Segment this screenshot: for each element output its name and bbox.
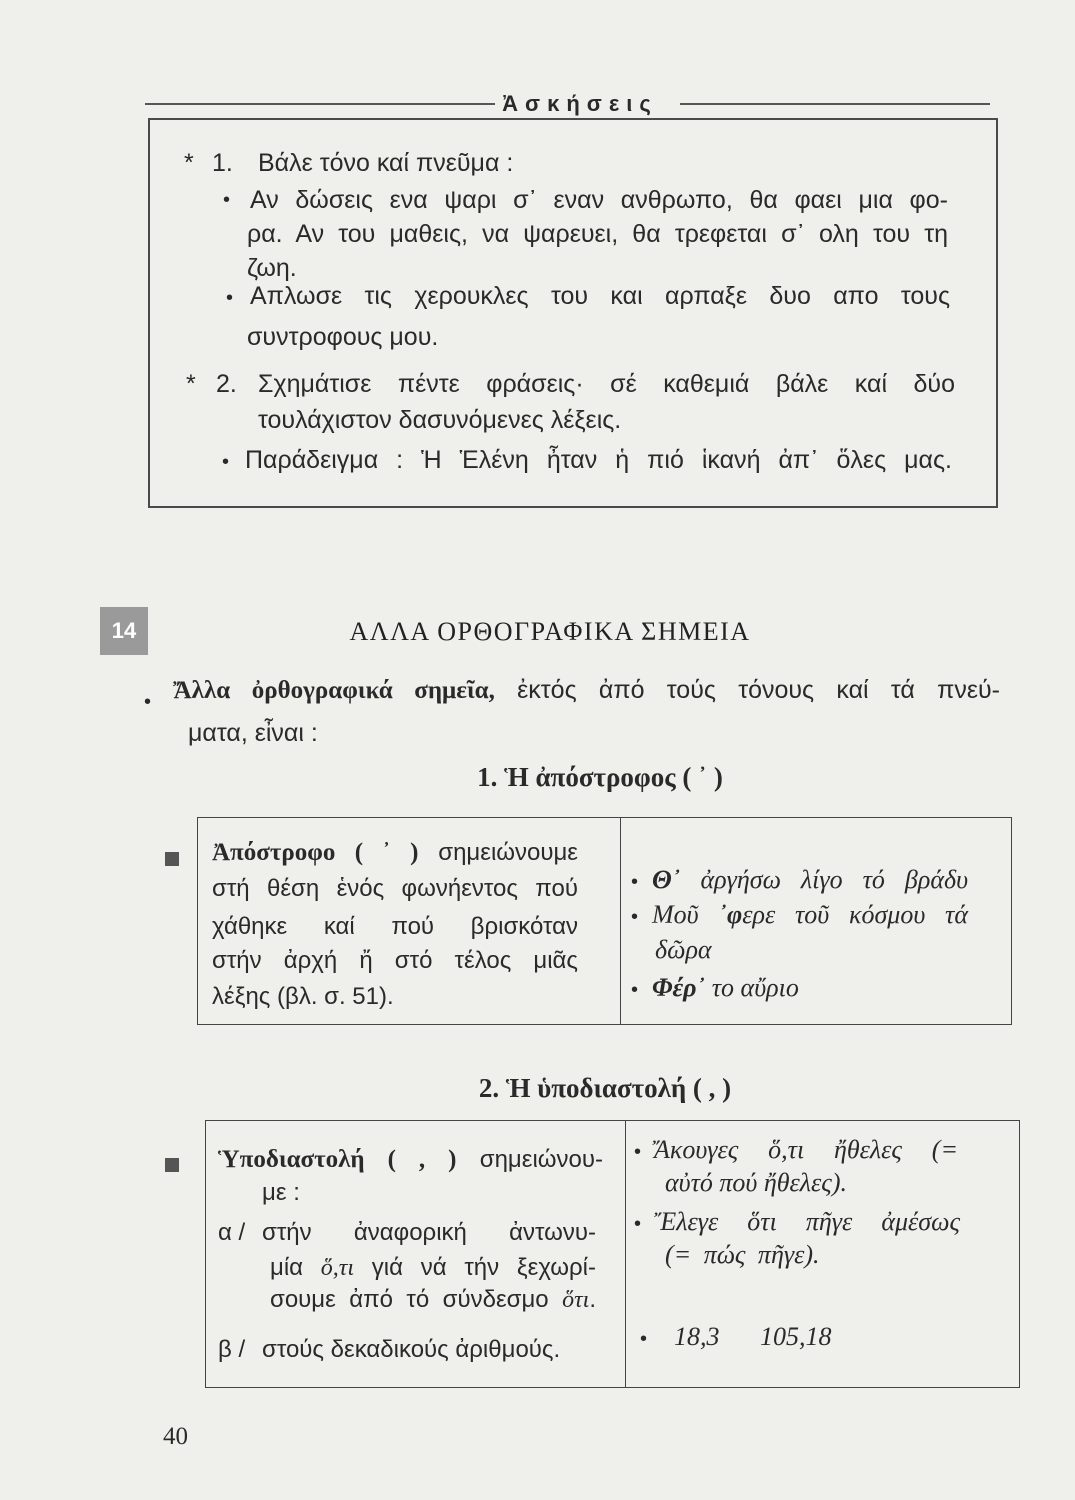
comma-case-b-label: β / — [218, 1336, 246, 1363]
exercise-1-sentence-1-line-2: ρα. Αν του μαθεις, να ψαρευει, θα τρεφεται σ᾽ ολη του τη — [247, 220, 948, 248]
comma-rule-line-2: με : — [262, 1179, 300, 1206]
exercise-2-number: 2. — [216, 370, 237, 398]
comma-case-a-label: α / — [218, 1219, 246, 1246]
apostrophe-rule-first-rest: σημειώνουμε — [438, 839, 579, 866]
comma-rule-line-1 — [218, 1142, 603, 1178]
section-intro-bold: Ἄλλα ὀρθογραφικά σημεῖα, — [173, 677, 495, 704]
apostrophe-example-3-bold: Φέρ᾽ — [652, 973, 706, 1002]
exercise-1-sentence-2-line-1: Απλωσε τις χερουκλες του και αρπαξε δυο απο τους — [250, 282, 950, 310]
comma-example-1-line-2: αὐτό πού ἤθελες). — [665, 1168, 847, 1197]
exercise-1-sentence-2-line-2: συντροφους μου. — [247, 323, 439, 351]
comma-case-a-line-2-rest: γιά νά τήν ξεχωρί- — [371, 1254, 596, 1281]
section-intro-line-1 — [173, 672, 1000, 709]
comma-case-a-line-1: στήν ἀναφορική ἀντωνυ- — [262, 1219, 596, 1246]
exercise-1-number: 1. — [212, 149, 233, 177]
exercises-heading: Ἀσκήσεις — [502, 91, 658, 116]
comma-example-3-bullet: • — [640, 1328, 648, 1350]
comma-marker-square — [165, 1158, 179, 1172]
section-intro-bullet: • — [144, 691, 152, 713]
comma-heading: 2. Ἡ ὑποδιαστολή ( , ) — [478, 1073, 732, 1103]
exercise-2-instruction-line-1: Σχημάτισε πέντε φράσεις· σέ καθεμιά βάλε καί δύο — [258, 370, 955, 398]
exercise-2-marker: * — [186, 370, 196, 398]
exercise-1-sentence-1-line-3: ζωη. — [247, 254, 297, 282]
apostrophe-rule-line-5: λέξης (βλ. σ. 51). — [212, 983, 394, 1010]
exercises-heading-rule-left — [145, 103, 495, 105]
apostrophe-rule-line-3: χάθηκε καί πού βρισκόταν — [212, 913, 578, 940]
apostrophe-example-2-bold: ᾽φ — [718, 900, 743, 929]
apostrophe-rule-line-4: στήν ἀρχή ἤ στό τέλος μιᾶς — [212, 947, 578, 974]
comma-case-a-line-3-italic: ὅτι — [562, 1287, 590, 1313]
exercise-1-marker: * — [184, 149, 194, 177]
section-number-badge: 14 — [100, 607, 148, 655]
apostrophe-table-divider — [620, 817, 621, 1025]
exercise-2-example-text: Ἡ Ἑλένη ἦταν ἡ πιό ἱκανή ἀπ᾽ ὅλες μας. — [421, 446, 952, 474]
exercise-1-bullet-2: • — [226, 287, 234, 309]
apostrophe-heading: 1. Ἡ ἀπόστροφος ( ᾽ ) — [477, 762, 723, 792]
comma-example-3-number-2: 105,18 — [760, 1322, 832, 1351]
section-intro-rest: ἐκτός ἀπό τούς τόνους καί τά πνεύ- — [517, 676, 1000, 704]
apostrophe-example-2 — [652, 897, 968, 933]
apostrophe-example-1 — [652, 862, 968, 898]
apostrophe-example-2-line-2: δῶρα — [655, 935, 712, 964]
exercise-2-example — [245, 442, 952, 478]
apostrophe-rule-line-2: στή θέση ἑνός φωνήεντος πού — [212, 875, 578, 902]
comma-example-1-bullet: • — [634, 1141, 642, 1163]
apostrophe-example-1-bullet: • — [631, 871, 639, 893]
exercise-2-instruction-line-2: τουλάχιστον δασυνόμενες λέξεις. — [258, 406, 622, 434]
apostrophe-example-2-pre: Μοῦ — [652, 900, 699, 929]
apostrophe-example-1-bold: Θ᾽ — [652, 865, 681, 894]
comma-example-2-line-1: Ἔλεγε ὅτι πῆγε ἀμέσως — [654, 1207, 960, 1236]
comma-case-a-line-2-italic: ὅ,τι — [320, 1255, 355, 1281]
comma-example-1-line-1: Ἄκουγες ὅ,τι ἤθελες (= — [654, 1135, 958, 1164]
exercise-1-instruction: Βάλε τόνο καί πνεῦμα : — [258, 149, 514, 177]
comma-example-2-line-2: (= πώς πῆγε). — [665, 1240, 820, 1269]
apostrophe-example-1-rest: ἀργήσω λίγο τό βράδυ — [700, 865, 968, 894]
apostrophe-rule-term: Ἀπόστροφο ( ᾽ ) — [212, 839, 419, 866]
section-title: ΑΛΛΑ ΟΡΘΟΓΡΑΦΙΚΑ ΣΗΜΕΙΑ — [349, 617, 751, 646]
page-number: 40 — [163, 1423, 188, 1450]
apostrophe-example-2-bullet: • — [631, 906, 639, 928]
comma-example-2-bullet: • — [634, 1213, 642, 1235]
apostrophe-example-2-rest: ερε τοῦ κόσμου τά — [742, 900, 969, 929]
exercise-2-bullet: • — [222, 451, 230, 473]
apostrophe-example-3-bullet: • — [631, 979, 639, 1001]
comma-rule-term: Ὑποδιαστολή ( , ) — [218, 1146, 457, 1173]
comma-rule-first-rest: σημειώνου- — [479, 1146, 603, 1173]
section-intro-line-2: ματα, εἶναι : — [188, 719, 318, 747]
exercise-1-sentence-1-line-1: Αν δώσεις ενα ψαρι σ᾽ εναν ανθρωπο, θα φαει μια φο- — [250, 186, 948, 214]
exercise-1-bullet-1: • — [223, 189, 231, 211]
apostrophe-example-3 — [652, 970, 799, 1006]
comma-example-3-number-1: 18,3 — [674, 1322, 720, 1351]
apostrophe-marker-square — [165, 852, 179, 866]
comma-case-b-text: στούς δεκαδικούς ἀριθμούς. — [262, 1336, 561, 1363]
exercises-heading-rule-right — [680, 103, 990, 105]
comma-case-a-line-2-pre: μία — [270, 1254, 304, 1281]
comma-case-a-line-2 — [270, 1250, 596, 1286]
comma-case-a-line-3 — [270, 1282, 596, 1318]
comma-case-a-line-3-end: . — [589, 1286, 596, 1313]
comma-table-divider — [625, 1120, 626, 1388]
apostrophe-example-3-rest: το αὔριο — [711, 973, 799, 1002]
apostrophe-rule-line-1 — [212, 835, 578, 871]
exercise-2-example-label: Παράδειγμα : — [245, 446, 404, 474]
comma-case-a-line-3-pre: σουμε ἀπό τό σύνδεσμο — [270, 1286, 549, 1313]
